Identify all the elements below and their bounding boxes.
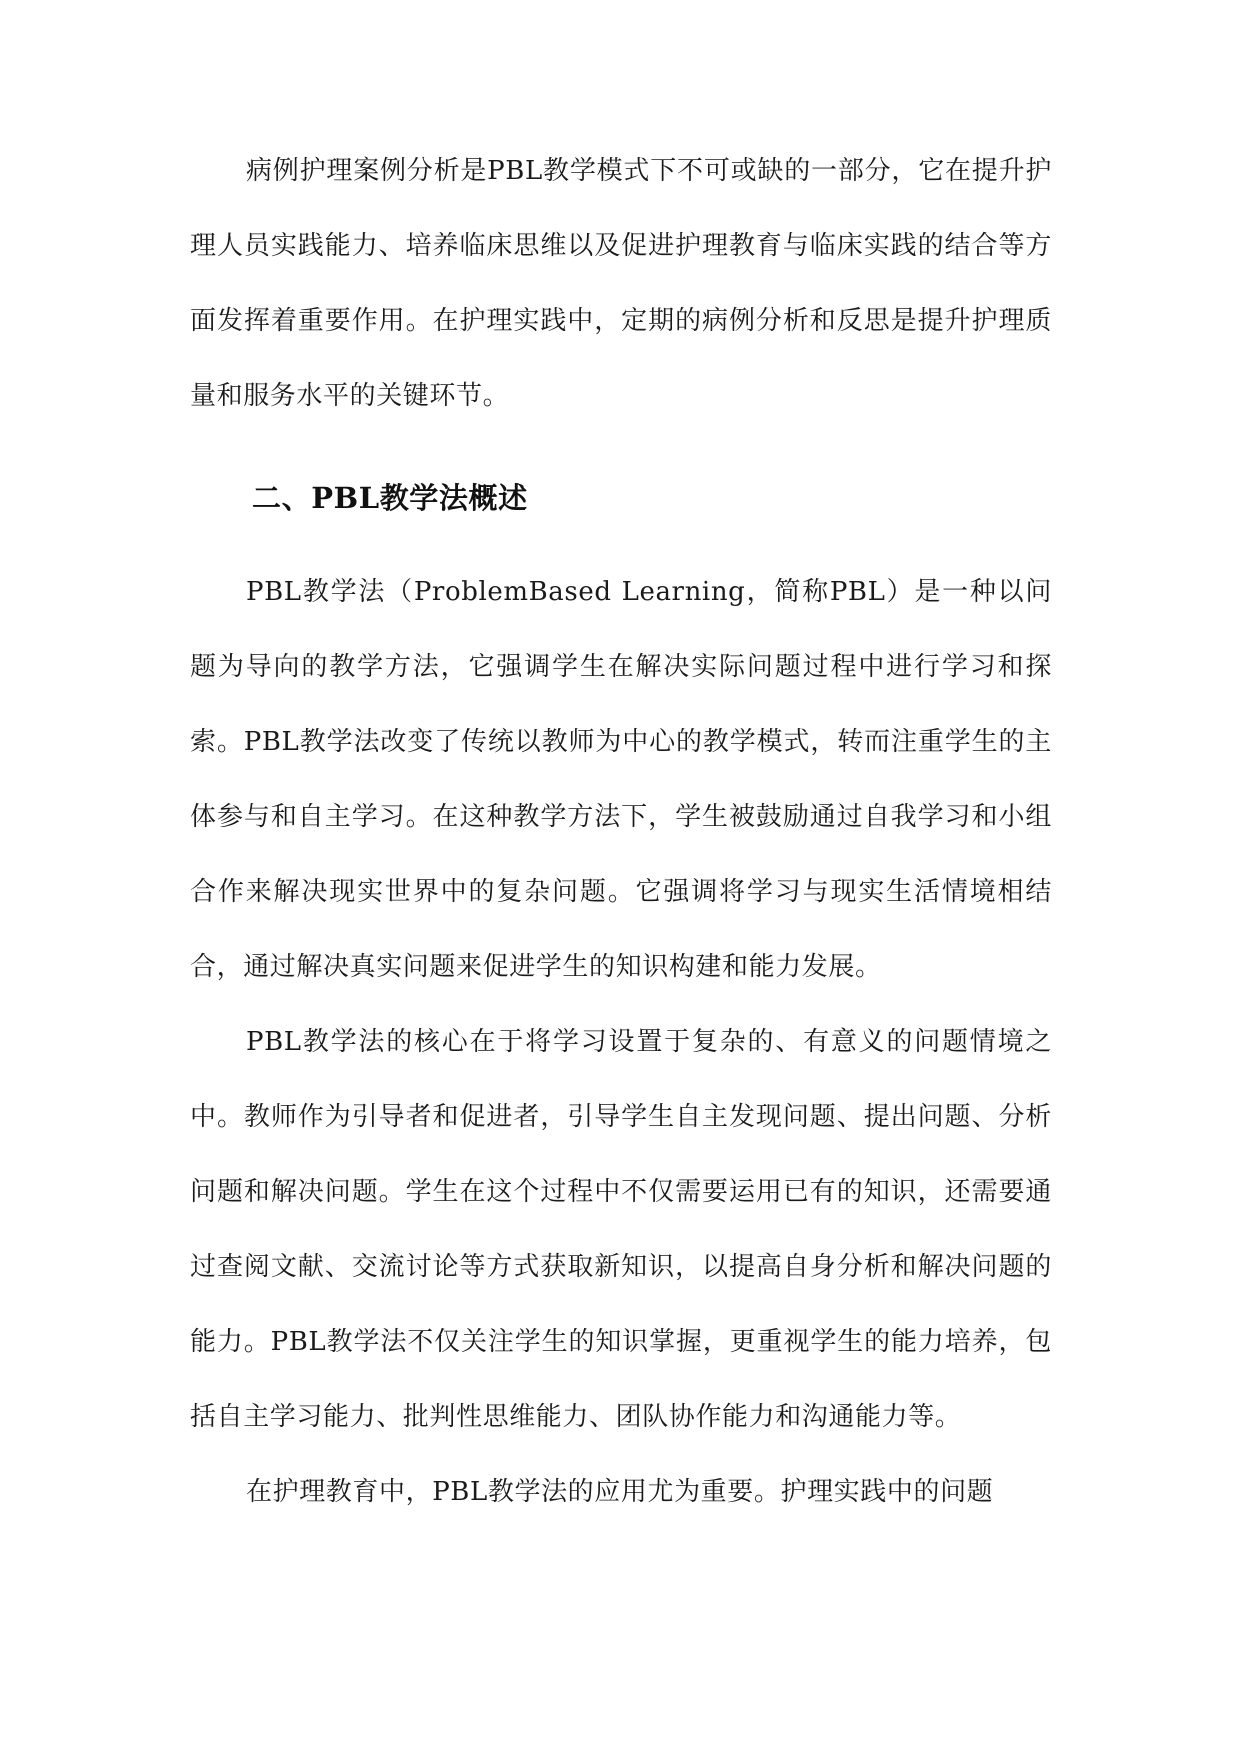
paragraph-nursing-education: 在护理教育中，PBL教学法的应用尤为重要。护理实践中的问题 xyxy=(246,1477,994,1507)
pbl-overview-section xyxy=(190,555,1052,1530)
paragraph-pbl-core: PBL教学法的核心在于将学习设置于复杂的、有意义的问题情境之中。教师作为引导者和促进者，引导学生自主发现问题、提出问题、分析问题和解决问题。学生在这个过程中不仅需要运用已有的知识，还需要通过查阅文献、交流讨论等方式获取新知识，以提高自身分析和解决问题的能力。PBL教学法不仅关注学生的知识掌握，更重视学生的能力培养，包括自主学习能力、批判性思维能力、团队协作能力和沟通能力等。 xyxy=(190,1027,1052,1432)
intro-section xyxy=(190,134,1052,434)
paragraph-case-analysis: 病例护理案例分析是PBL教学模式下不可或缺的一部分，它在提升护理人员实践能力、培养临床思维以及促进护理教育与临床实践的结合等方面发挥着重要作用。在护理实践中，定期的病例分析和反思是提升护理质量和服务水平的关键环节。 xyxy=(190,156,1052,411)
section-heading: 二、PBL教学法概述 xyxy=(252,481,528,515)
paragraph-pbl-definition: PBL教学法（ProblemBased Learning，简称PBL）是一种以问题为导向的教学方法，它强调学生在解决实际问题过程中进行学习和探索。PBL教学法改变了传统以教师为中心的教学模式，转而注重学生的主体参与和自主学习。在这种教学方法下，学生被鼓励通过自我学习和小组合作来解决现实世界中的复杂问题。它强调将学习与现实生活情境相结合，通过解决真实问题来促进学生的知识构建和能力发展。 xyxy=(190,577,1052,982)
